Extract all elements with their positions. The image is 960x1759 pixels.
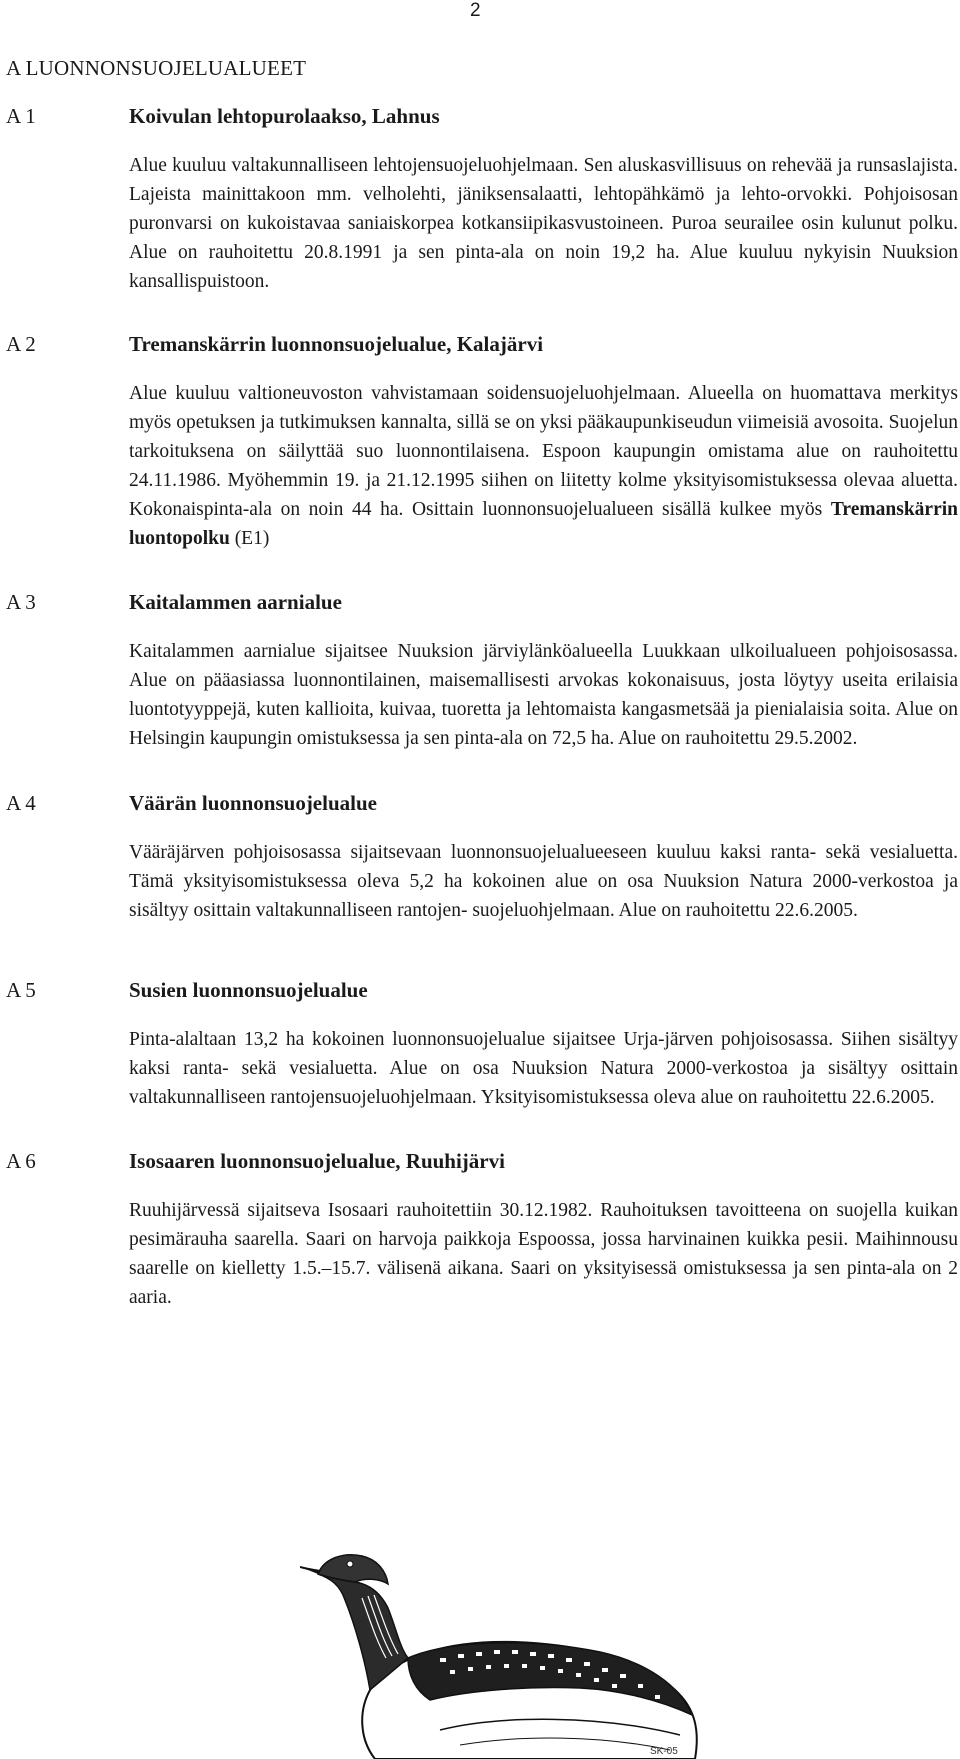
section-body-text: Alue kuuluu valtioneuvoston vahvistamaan soidensuojeluohjelmaan. Alueella on huomattava merkitys myös opetuksen ja tutkimuksen kannalta, sillä se on yksi pääkaupunkiseudun viimeisiä avosoita. Suojelun tarkoituksena on säilyttää suo luonnontilaisena. Espoon kaupungin omistama alue on rauhoitettu 24.11.1986. Myöhemmin 19. ja 21.12.1995 siihen on liitetty kolme yksityisomistuksessa olevaa aluetta. Kokonaispinta-ala on noin 44 ha. Osittain luonnonsuojelualueen sisällä kulkee myös (129, 383, 958, 520)
section-title: Väärän luonnonsuojelualue (129, 791, 377, 815)
section-body (129, 379, 958, 553)
section-body-text-end: (E1) (229, 528, 270, 549)
section-code: A 2 (6, 332, 36, 356)
section-body: Pinta-alaltaan 13,2 ha kokoinen luonnonsuojelualue sijaitsee Urja-järven pohjoisosassa. Siihen sisältyy kaksi ranta- sekä vesialuetta. Alue on osa Nuuksion Natura 2000-verkostoa ja sisältyy osittain valtakunnalliseen rantojensuojeluohjelmaan. Yksityisomistuksessa oleva alue on rauhoitettu 22.6.2005. (129, 1029, 958, 1108)
section-title: Isosaaren luonnonsuojelualue, Ruuhijärvi (129, 1149, 505, 1173)
section-code: A 6 (6, 1149, 36, 1173)
section-body: Ruuhijärvessä sijaitseva Isosaari rauhoitettiin 30.12.1982. Rauhoituksen tavoitteena on suojella kuikan pesimärauha saarella. Saari on harvoja paikkoja Espoossa, jossa harvinainen kuikka pesii. Maihinnousu saarelle on kielletty 1.5.–15.7. välisenä aikana. Saari on yksityisessä omistuksessa ja sen pinta-ala on 2 aaria. (129, 1200, 958, 1308)
section-body: Kaitalammen aarnialue sijaitsee Nuuksion järviylänköalueella Luukkaan ulkoilualueen pohjoisosassa. Alue on pääasiassa luonnontilainen, maisemallisesti arvokas kokonaisuus, josta löytyy useita erilaisia luontotyyppejä, kuten kallioita, kuivaa, tuoretta ja lehtomaista kangasmetsää ja pienialaisia soita. Alue on Helsingin kaupungin omistuksessa ja sen pinta-ala on 72,5 ha. Alue on rauhoitettu 29.5.2002. (129, 641, 958, 749)
section-body: Vääräjärven pohjoisosassa sijaitsevaan luonnonsuojelualueeseen kuuluu kaksi ranta- sekä vesialuetta. Tämä yksityisomistuksessa oleva 5,2 ha kokoinen alue on osa Nuuksion Natura 2000-verkostoa ja sisältyy osittain valtakunnalliseen rantojen- suojeluohjelmaan. Alue on rauhoitettu 22.6.2005. (129, 842, 958, 921)
section-code: A 4 (6, 791, 36, 815)
section-code: A 3 (6, 590, 36, 614)
artist-signature: SK-05 (650, 1746, 678, 1757)
section-title: Tremanskärrin luonnonsuojelualue, Kalajärvi (129, 332, 544, 356)
section-code: A 5 (6, 978, 36, 1002)
loon-bird-illustration-icon (300, 1540, 720, 1759)
section-title: Susien luonnonsuojelualue (129, 978, 368, 1002)
page-number: 2 (470, 0, 481, 21)
section-code: A 1 (6, 104, 36, 128)
section-title: Kaitalammen aarnialue (129, 590, 342, 614)
section-body: Alue kuuluu valtakunnalliseen lehtojensuojeluohjelmaan. Sen aluskasvillisuus on rehevää ja runsaslajista. Lajeista mainittakoon mm. velholehti, jäniksensalaatti, lehtopähkämö ja lehto-orvokki. Pohjoisosan puronvarsi on kukoistavaa saniaiskorpea kotkansiipikasvustoineen. Puroa seurailee osin kulunut polku. Alue on rauhoitettu 20.8.1991 ja sen pinta-ala on noin 19,2 ha. Alue kuuluu nykyisin Nuuksion kansallispuistoon. (129, 155, 958, 292)
page-title: A LUONNONSUOJELUALUEET (6, 56, 307, 80)
trail-name-link-text: Tremanskärrin luontopolku (129, 499, 958, 549)
section-title: Koivulan lehtopurolaakso, Lahnus (129, 104, 440, 128)
